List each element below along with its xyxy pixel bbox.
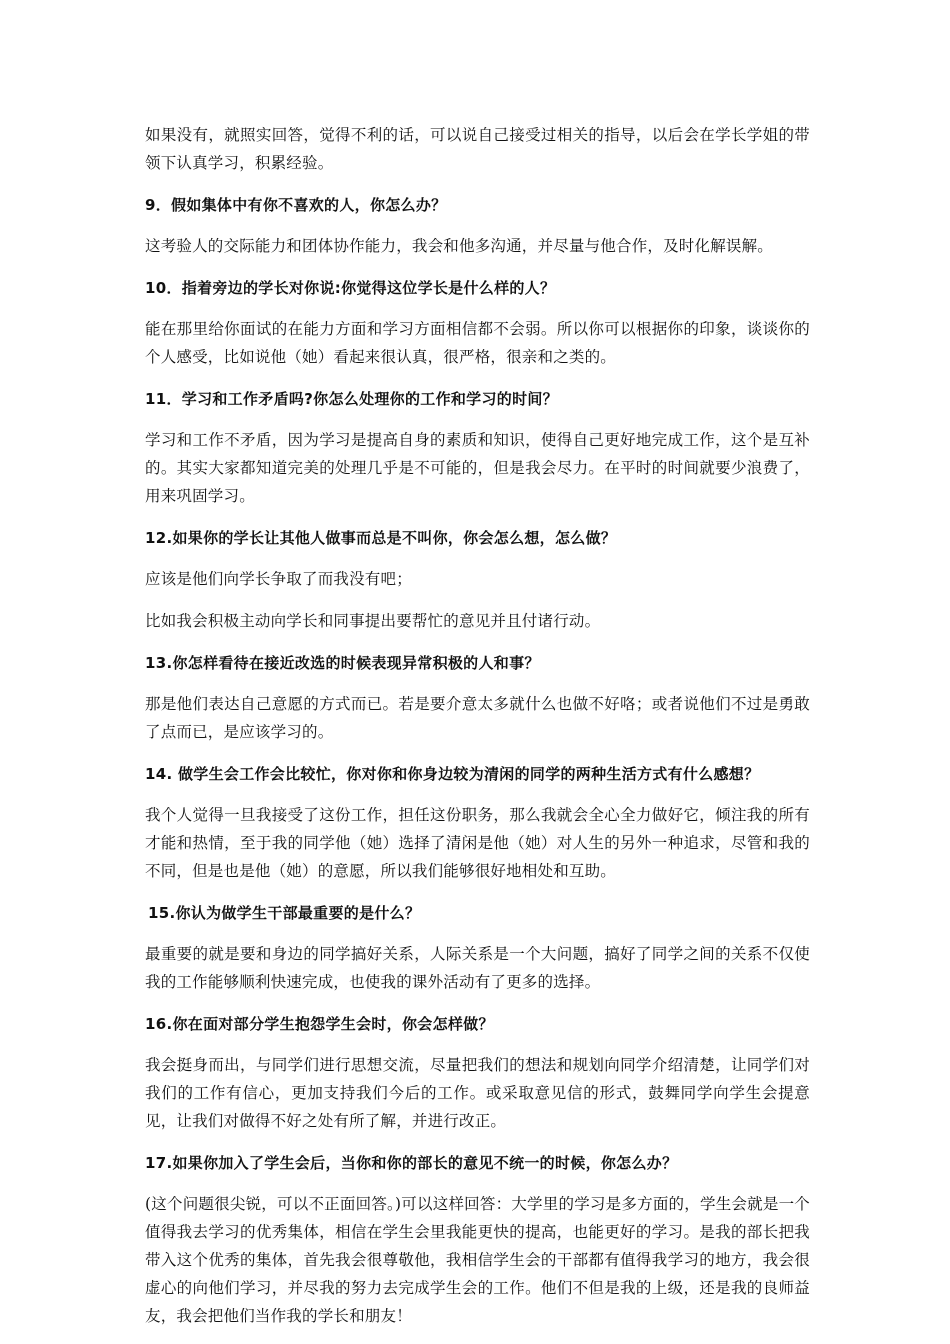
paragraph: 如果没有，就照实回答，觉得不利的话，可以说自己接受过相关的指导，以后会在学长学姐的带领下认真学习，积累经验。 [145,126,810,172]
question-heading: 16.你在面对部分学生抱怨学生会时，你会怎样做？ [145,1015,494,1033]
question-heading: 12.如果你的学长让其他人做事而总是不叫你，你会怎么想，怎么做？ [145,529,617,547]
paragraph: 我个人觉得一旦我接受了这份工作，担任这份职务，那么我就会全心全力做好它，倾注我的所有才能和热情，至于我的同学他（她）选择了清闲是他（她）对人生的另外一种追求，尽管和我的不同，但是也是他（她）的意愿，所以我们能够很好地相处和互助。 [145,806,810,880]
paragraph: 比如我会积极主动向学长和同事提出要帮忙的意见并且付诸行动。 [145,612,601,630]
question-heading: 10．指着旁边的学长对你说:你觉得这位学长是什么样的人？ [145,279,556,297]
paragraph: 最重要的就是要和身边的同学搞好关系，人际关系是一个大问题，搞好了同学之间的关系不仅使我的工作能够顺利快速完成，也使我的课外活动有了更多的选择。 [145,945,810,991]
question-heading: 13.你怎样看待在接近改选的时候表现异常积极的人和事？ [145,654,540,672]
paragraph: 能在那里给你面试的在能力方面和学习方面相信都不会弱。所以你可以根据你的印象，谈谈你的个人感受，比如说他（她）看起来很认真，很严格，很亲和之类的。 [145,320,810,366]
document-page [145,121,810,1330]
paragraph: 这考验人的交际能力和团体协作能力，我会和他多沟通，并尽量与他合作，及时化解误解。 [145,237,774,255]
paragraph: 学习和工作不矛盾，因为学习是提高自身的素质和知识，使得自己更好地完成工作，这个是互补的。其实大家都知道完美的处理几乎是不可能的，但是我会尽力。在平时的时间就要少浪费了，用来巩固学习。 [145,431,810,505]
question-heading: 17.如果你加入了学生会后，当你和你的部长的意见不统一的时候，你怎么办？ [145,1154,678,1172]
question-heading: 14. 做学生会工作会比较忙，你对你和你身边较为清闲的同学的两种生活方式有什么感想？ [145,765,760,783]
question-heading: 15.你认为做学生干部最重要的是什么？ [148,904,421,922]
paragraph: 我会挺身而出，与同学们进行思想交流，尽量把我们的想法和规划向同学介绍清楚，让同学们对我们的工作有信心，更加支持我们今后的工作。或采取意见信的形式，鼓舞同学向学生会提意见，让我们对做得不好之处有所了解，并进行改正。 [145,1056,810,1130]
question-heading: 11．学习和工作矛盾吗?你怎么处理你的工作和学习的时间？ [145,390,558,408]
paragraph: 那是他们表达自己意愿的方式而已。若是要介意太多就什么也做不好咯；或者说他们不过是勇敢了点而已，是应该学习的。 [145,695,810,741]
paragraph: (这个问题很尖锐，可以不正面回答。)可以这样回答：大学里的学习是多方面的，学生会就是一个值得我去学习的优秀集体，相信在学生会里我能更快的提高，也能更好的学习。是我的部长把我带入这个优秀的集体，首先我会很尊敬他，我相信学生会的干部都有值得我学习的地方，我会很虚心的向他们学习，并尽我的努力去完成学生会的工作。他们不但是我的上级，还是我的良师益友，我会把他们当作我的学长和朋友！ [145,1195,810,1325]
question-heading: 9．假如集体中有你不喜欢的人，你怎么办？ [145,196,447,214]
paragraph: 应该是他们向学长争取了而我没有吧； [145,570,412,588]
